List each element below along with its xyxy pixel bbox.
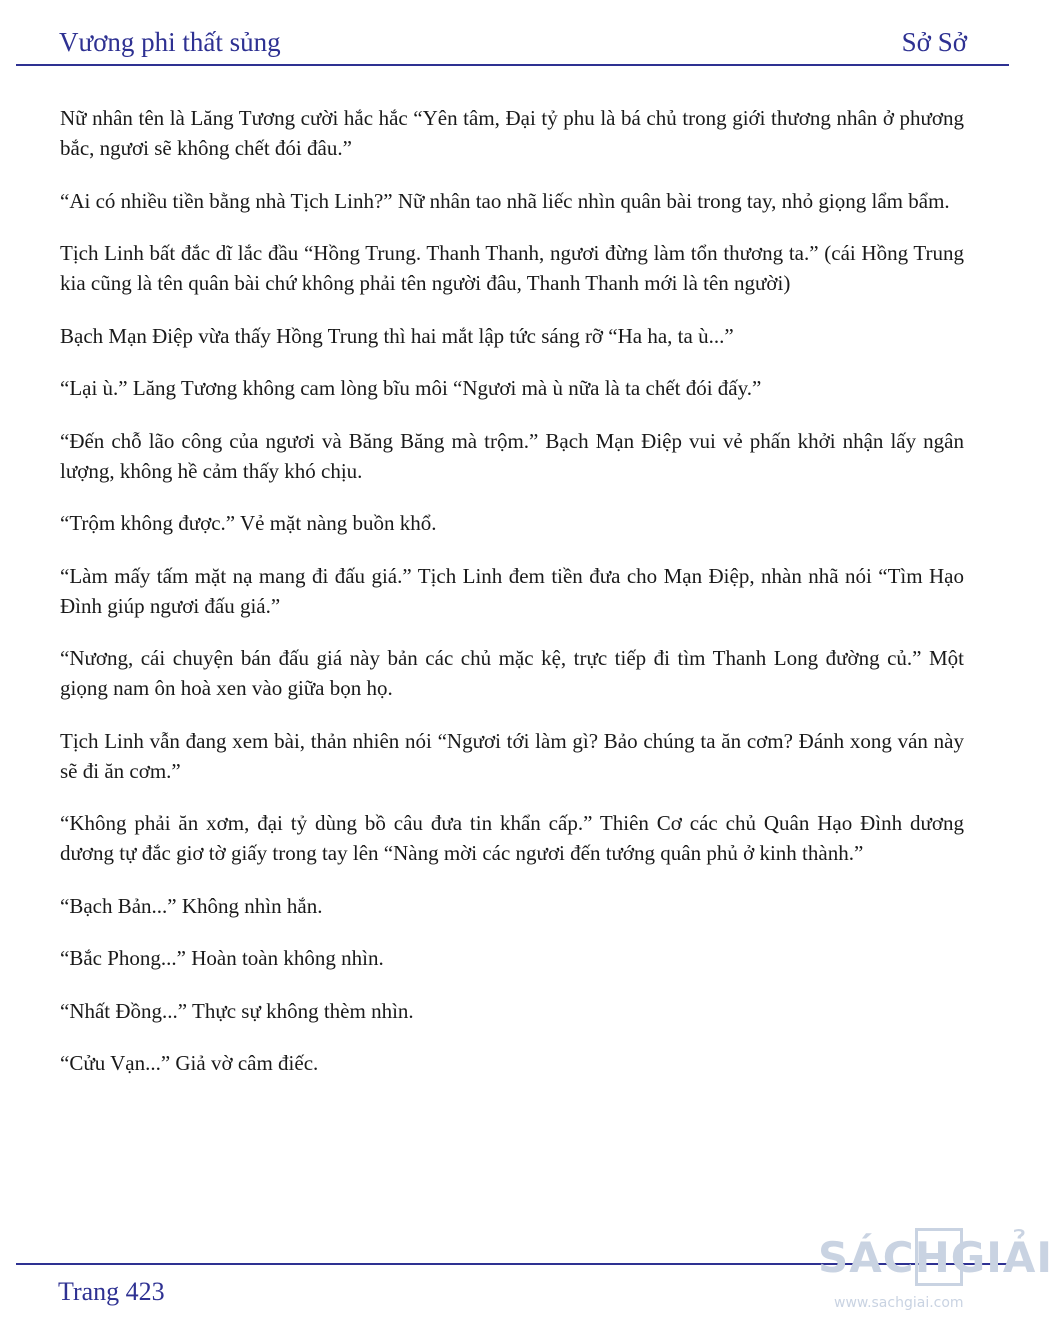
paragraph: Nữ nhân tên là Lăng Tương cười hắc hắc “Yên tâm, Đại tỷ phu là bá chủ trong giới thương nhân ở phương bắc, ngươi sẽ không chết đói đâu.” [60, 106, 964, 160]
header-divider [16, 64, 1009, 66]
watermark-logo: SÁCHGIẢI [818, 1233, 1053, 1282]
paragraph: “Làm mấy tấm mặt nạ mang đi đấu giá.” Tịch Linh đem tiền đưa cho Mạn Điệp, nhàn nhã nói “Tìm Hạo Đình giúp ngươi đấu giá.” [60, 563, 964, 618]
watermark-url: www.sachgiai.com [834, 1295, 964, 1311]
paragraph: “Nhất Đồng...” Thực sự không thèm nhìn. [60, 998, 414, 1023]
page-body [60, 103, 964, 1101]
paragraph: Tịch Linh vẫn đang xem bài, thản nhiên nói “Ngươi tới làm gì? Bảo chúng ta ăn cơm? Đánh xong ván này sẽ đi ăn cơm.” [60, 728, 964, 783]
paragraph: “Không phải ăn xơm, đại tỷ dùng bồ câu đưa tin khẩn cấp.” Thiên Cơ các chủ Quân Hạo Đình dương dương tự đắc giơ tờ giấy trong tay lên “Nàng mời các ngươi đến tướng quân phủ ở kinh thành.” [60, 811, 964, 865]
watermark [812, 1226, 1053, 1322]
paragraph: Bạch Mạn Điệp vừa thấy Hồng Trung thì hai mắt lập tức sáng rỡ “Ha ha, ta ù...” [60, 323, 734, 348]
paragraph: “Nương, cái chuyện bán đấu giá này bản các chủ mặc kệ, trực tiếp đi tìm Thanh Long đường củ.” Một giọng nam ôn hoà xen vào giữa bọn họ. [60, 646, 964, 700]
paragraph: Tịch Linh bất đắc dĩ lắc đầu “Hồng Trung. Thanh Thanh, ngươi đừng làm tổn thương ta.” (cái Hồng Trung kia cũng là tên quân bài chứ không phải tên người đâu, Thanh Thanh mới là tên người) [60, 241, 964, 295]
paragraph: “Bắc Phong...” Hoàn toàn không nhìn. [60, 946, 384, 970]
book-title: Vương phi thất sủng [59, 27, 281, 57]
paragraph: “Đến chỗ lão công của ngươi và Băng Băng mà trộm.” Bạch Mạn Điệp vui vẻ phấn khởi nhận lấy ngân lượng, không hề cảm thấy khó chịu. [60, 428, 964, 483]
author-name: Sở Sở [901, 27, 967, 57]
paragraph: “Cửu Vạn...” Giả vờ câm điếc. [60, 1051, 319, 1075]
paragraph: “Bạch Bản...” Không nhìn hắn. [60, 893, 323, 918]
paragraph: “Ai có nhiều tiền bằng nhà Tịch Linh?” Nữ nhân tao nhã liếc nhìn quân bài trong tay, nhỏ giọng lẩm bẩm. [60, 188, 950, 213]
paragraph: “Lại ù.” Lăng Tương không cam lòng bĩu môi “Ngươi mà ù nữa là ta chết đói đấy.” [60, 376, 762, 400]
paragraph: “Trộm không được.” Vẻ mặt nàng buồn khổ. [60, 511, 437, 535]
page-number: Trang 423 [58, 1277, 165, 1306]
